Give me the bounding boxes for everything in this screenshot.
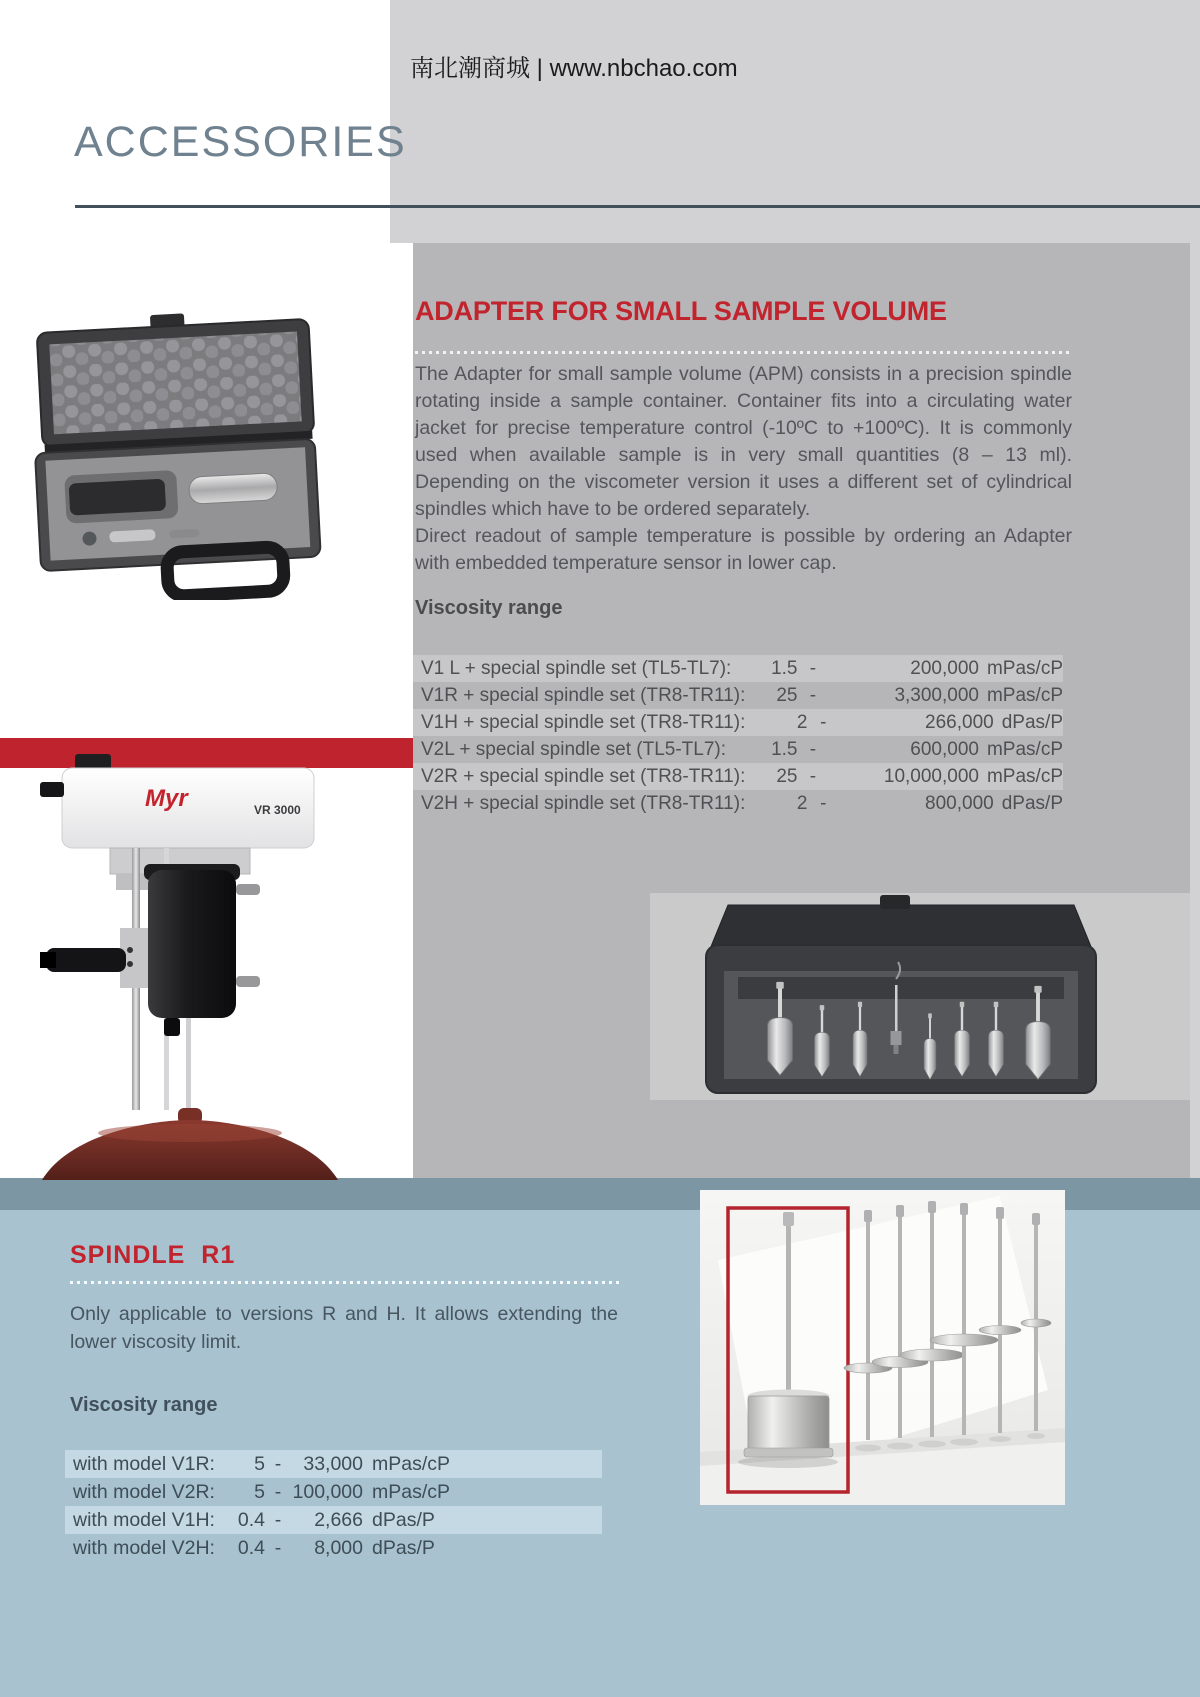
row-max-value: 800,000 — [925, 792, 994, 814]
row-max-value: 8,000 — [314, 1536, 363, 1559]
viscosity-range-label: Viscosity range — [415, 597, 563, 619]
row-label: with model V1H: — [73, 1508, 215, 1531]
row-max-value: 3,300,000 — [894, 684, 979, 706]
sample-container-part — [188, 473, 277, 505]
adapter-section-heading: ADAPTER FOR SMALL SAMPLE VOLUME — [415, 296, 947, 326]
row-min-value: 2 — [796, 711, 808, 733]
row-unit: mPas/cP — [986, 738, 1063, 760]
clamp-screw — [127, 961, 133, 967]
viscosity-table — [413, 655, 1063, 817]
row-min-value: 25 — [776, 684, 798, 706]
row-dash: - — [274, 1536, 282, 1559]
row-max-value: 200,000 — [910, 657, 979, 679]
r1-shaft — [786, 1222, 791, 1398]
adapter-paragraph-1: The Adapter for small sample volume (APM) consists in a precision spindle rotating inside a sample container. Container fits into a circulating water jacket for precise temperature control (-10ºC to +100ºC). It is commonly used when available sample is in very small quantities (8 – 13 ml). Depending on the viscometer version it uses a different set of cylindrical spindles which have to be ordered separately. — [415, 363, 1072, 520]
row-label: with model V2R: — [73, 1480, 215, 1503]
row-dash: - — [274, 1480, 282, 1503]
spindle-set-photo — [700, 1190, 1065, 1505]
site-header: 南北潮商城 | www.nbchao.com — [410, 55, 738, 82]
row-unit: mPas/cP — [986, 765, 1063, 787]
row-dash: - — [820, 711, 827, 733]
adapter-chamber-part — [69, 479, 167, 516]
viscosity-table-row — [413, 736, 1063, 763]
r1-shadow — [738, 1456, 838, 1468]
row-unit: dPas/P — [1001, 792, 1063, 814]
row-unit: mPas/cP — [372, 1452, 451, 1475]
water-jacket-chamber — [148, 870, 236, 1018]
clamp-screw — [127, 947, 133, 953]
row-min-value: 0.4 — [237, 1508, 265, 1531]
row-dash: - — [274, 1452, 282, 1475]
row-dash: - — [274, 1508, 282, 1531]
row-min-value: 0.4 — [237, 1536, 265, 1559]
spindle-dotted-rule — [70, 1281, 622, 1284]
adapter-description — [415, 361, 1072, 577]
spindle-section-heading: SPINDLE R1 — [70, 1241, 236, 1269]
viscosity-table-row — [413, 790, 1063, 817]
row-label: V1H + special spindle set (TR8-TR11): — [421, 711, 746, 733]
head-knob — [40, 782, 64, 797]
row-min-value: 5 — [254, 1452, 265, 1475]
foam-slot-band — [738, 977, 1064, 999]
spindle-table-row — [65, 1478, 602, 1506]
row-max-value: 600,000 — [910, 738, 979, 760]
row-label: V2H + special spindle set (TR8-TR11): — [421, 792, 746, 814]
base-highlight — [98, 1124, 282, 1142]
lever-handle — [46, 948, 126, 972]
disc-spindle — [1021, 1213, 1051, 1439]
spindle-case-photo — [650, 893, 1190, 1100]
row-dash: - — [820, 792, 827, 814]
row-label: with model V2H: — [73, 1536, 215, 1559]
viscosity-table-row — [413, 655, 1063, 682]
row-min-value: 1.5 — [771, 738, 798, 760]
row-min-value: 2 — [796, 792, 808, 814]
row-max-value: 2,666 — [314, 1508, 363, 1531]
viscosity-table-row — [413, 763, 1063, 790]
spindle-paragraph: Only applicable to versions R and H. It allows extending the lower viscosity limit. — [70, 1303, 618, 1353]
row-unit: dPas/P — [1001, 711, 1063, 733]
row-unit: dPas/P — [372, 1536, 435, 1559]
row-max-value: 10,000,000 — [883, 765, 979, 787]
row-max-value: 33,000 — [303, 1452, 363, 1475]
small-part — [169, 529, 199, 539]
r1-flange — [744, 1448, 833, 1457]
viscosity-table-row — [413, 682, 1063, 709]
carry-case-photo — [15, 300, 335, 600]
spindle-viscosity-range-label: Viscosity range — [70, 1394, 218, 1416]
title-rule — [75, 205, 1200, 208]
lid-foam — [49, 331, 301, 434]
row-unit: mPas/cP — [372, 1480, 451, 1503]
spindle-viscosity-table — [65, 1450, 602, 1562]
right-gray-strip — [1190, 0, 1200, 1178]
row-min-value: 5 — [254, 1480, 265, 1503]
spindle-table-row — [65, 1450, 602, 1478]
row-dash: - — [809, 684, 817, 706]
row-label: V2R + special spindle set (TR8-TR11): — [421, 765, 746, 787]
row-dash: - — [809, 657, 817, 679]
viscosity-table-row — [413, 709, 1063, 736]
lever-tip — [40, 952, 56, 968]
water-inlet-tube — [236, 884, 260, 895]
case-illustration — [28, 307, 322, 600]
adapter-dotted-rule — [415, 351, 1073, 354]
row-label: V1R + special spindle set (TR8-TR11): — [421, 684, 746, 706]
spindle-table-row — [65, 1506, 602, 1534]
case-lid-open — [710, 905, 1092, 949]
row-dash: - — [809, 738, 817, 760]
model-label: VR 3000 — [254, 803, 301, 817]
row-label: V1 L + special spindle set (TL5-TL7): — [421, 657, 732, 679]
r1-cylinder — [748, 1396, 829, 1450]
row-min-value: 1.5 — [771, 657, 798, 679]
row-label: V2L + special spindle set (TL5-TL7): — [421, 738, 727, 760]
row-max-value: 266,000 — [925, 711, 994, 733]
water-outlet-tube — [236, 976, 260, 987]
adapter-paragraph-2: Direct readout of sample temperature is possible by ordering an Adapter with embedded temperature sensor in lower cap. — [415, 525, 1072, 574]
viscometer-photo — [40, 752, 340, 1180]
row-min-value: 25 — [776, 765, 798, 787]
page-title: ACCESSORIES — [74, 118, 407, 166]
row-label: with model V1R: — [73, 1452, 215, 1475]
row-dash: - — [809, 765, 817, 787]
row-max-value: 100,000 — [292, 1480, 363, 1503]
lower-cap — [164, 1018, 180, 1036]
r1-coupling — [783, 1212, 794, 1226]
brand-label: Myr — [145, 785, 188, 812]
row-unit: mPas/cP — [986, 684, 1063, 706]
spindle-table-row — [65, 1534, 602, 1562]
row-unit: mPas/cP — [986, 657, 1063, 679]
case-clasp — [880, 895, 910, 909]
row-unit: dPas/P — [372, 1508, 435, 1531]
